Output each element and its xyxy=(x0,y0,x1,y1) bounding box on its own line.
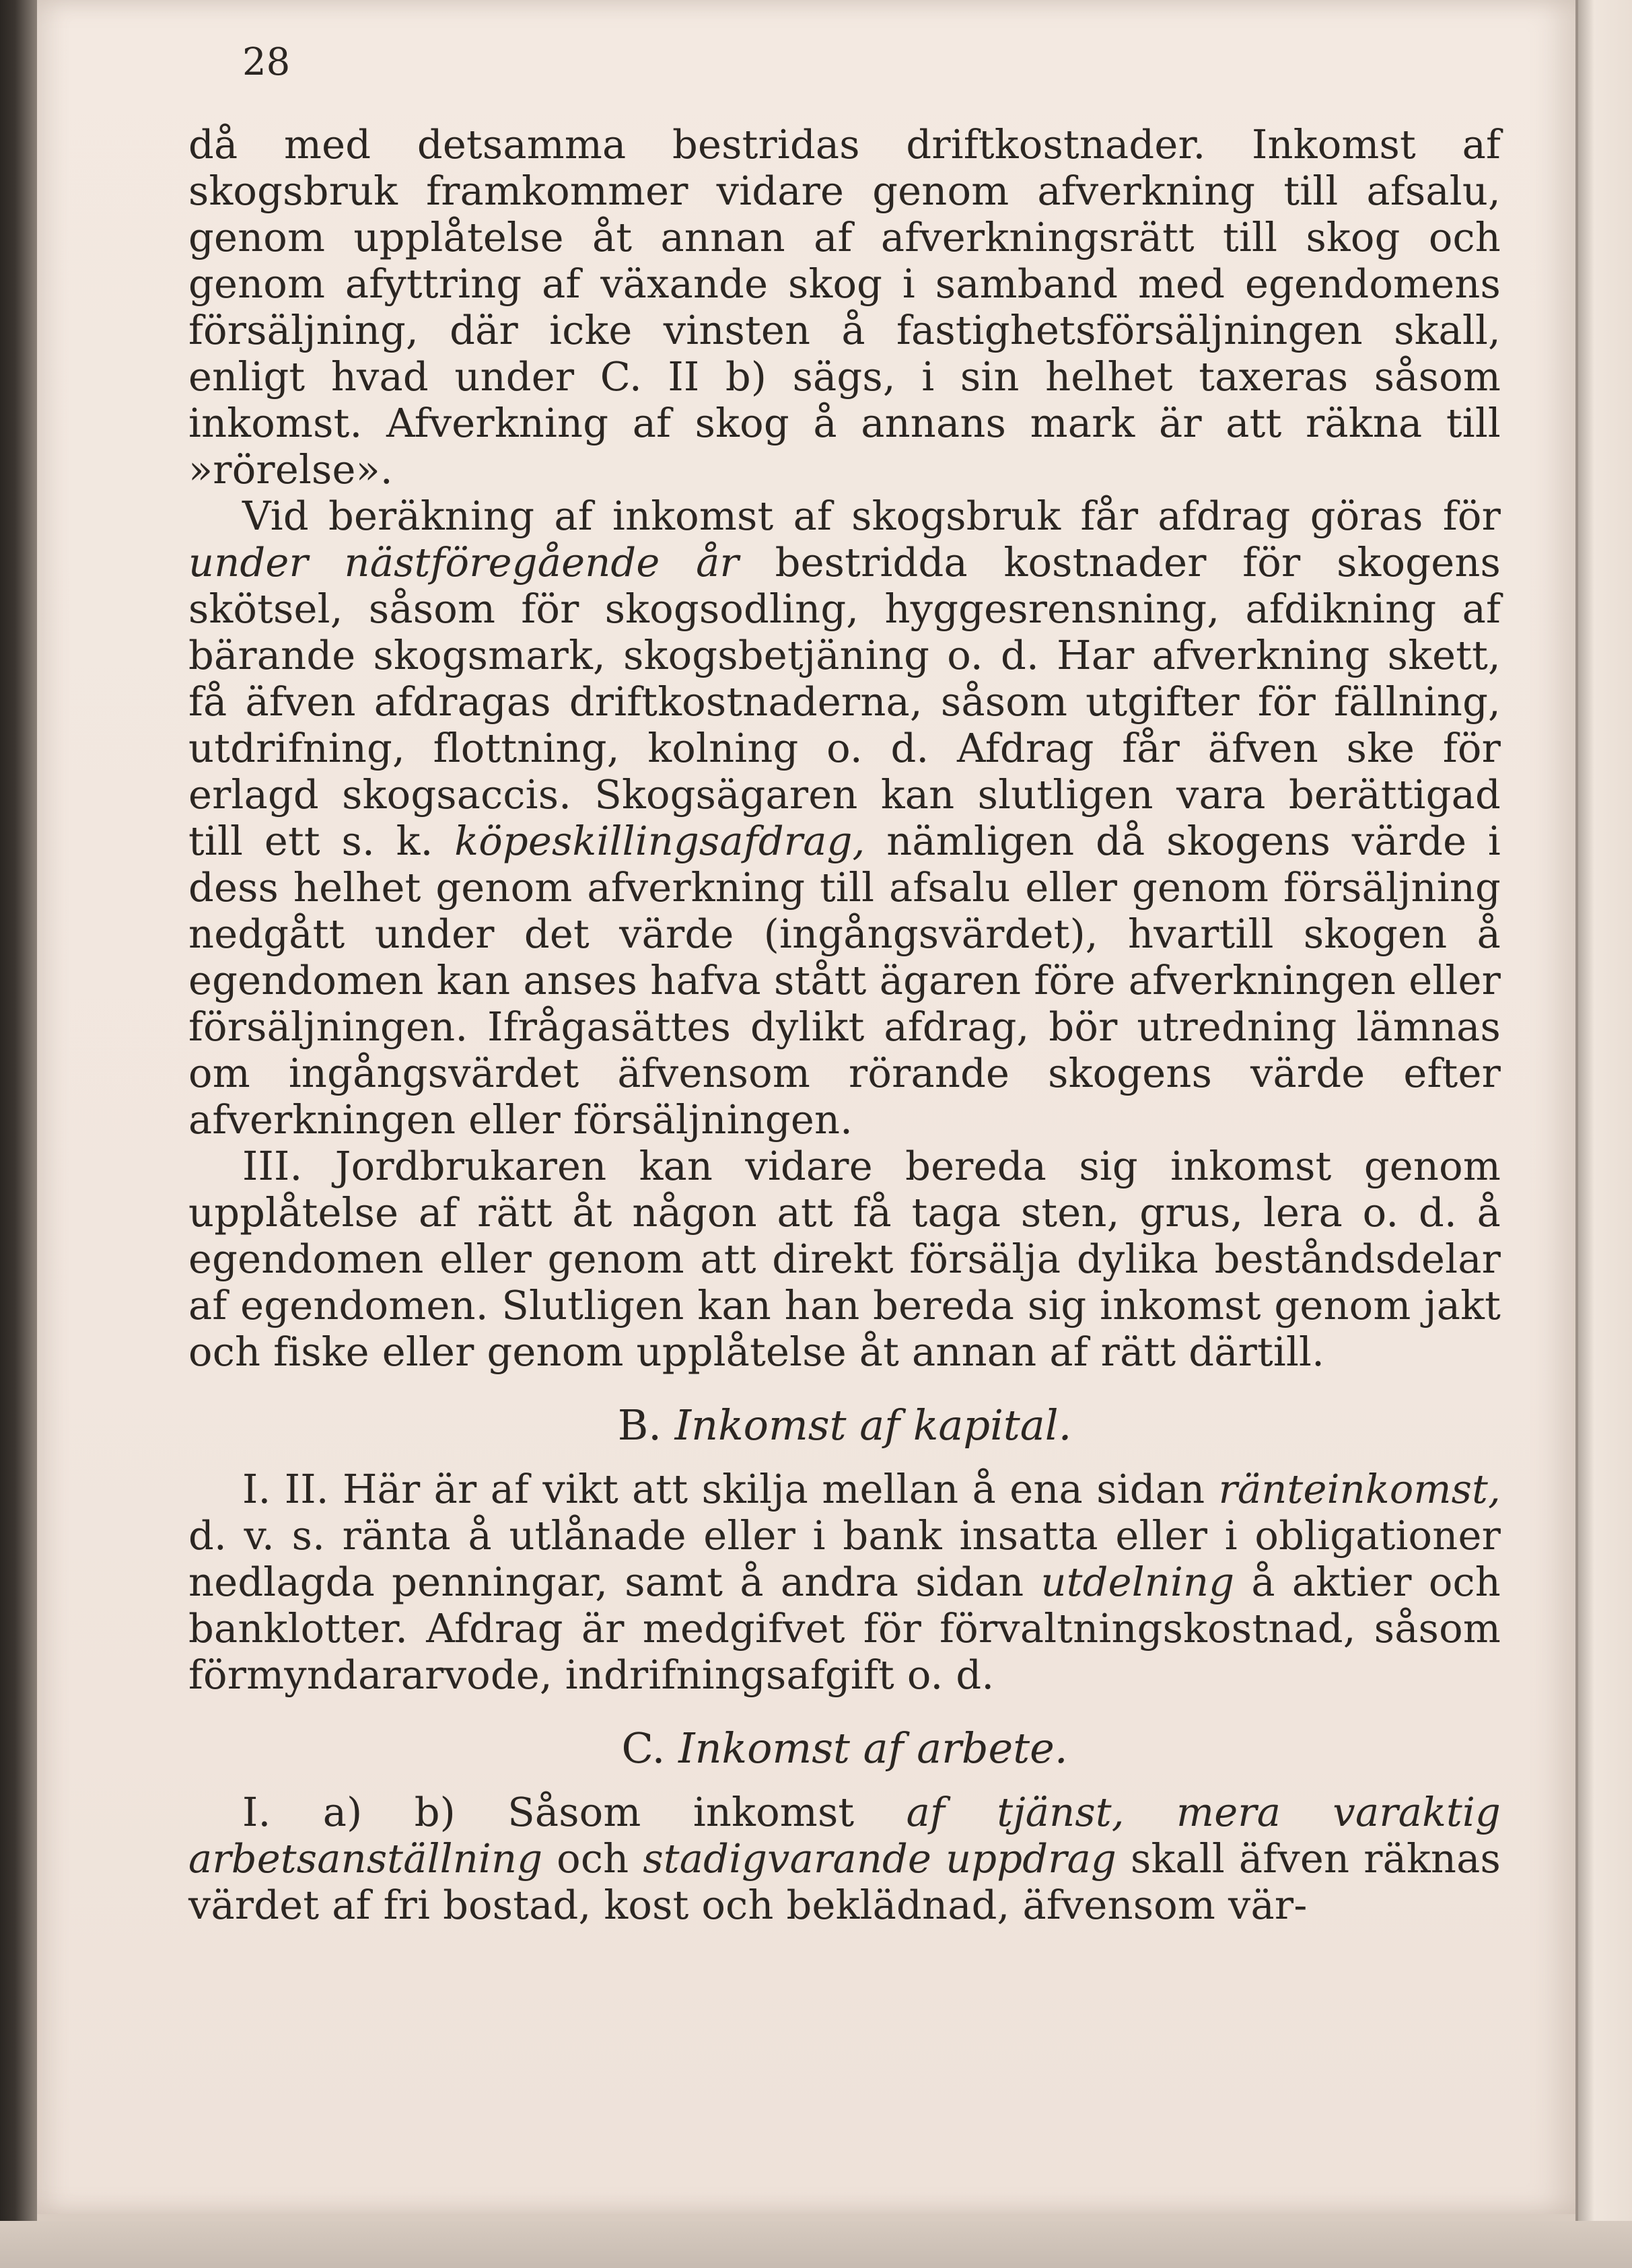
page-text xyxy=(188,40,1501,1928)
paragraph-forestry-income: då med detsamma bestridas driftkostnader. Inkomst af skogsbruk framkommer vidare genom afverkning till afsalu, genom upplåtelse åt annan af afverkningsrätt till skog och genom afyttring af växande skog i samband med egendomens försäljning, där icke vinsten å fastighetsförsäljningen skall, enligt hvad under C. II b) sägs, i sin helhet taxeras såsom inkomst. Afverkning af skog å annans mark är att räkna till »rörelse». xyxy=(188,121,1501,493)
book-spine xyxy=(0,0,37,2268)
paragraph-forestry-deductions: Vid beräkning af inkomst af skogsbruk får afdrag göras för under nästföregående år bestridda kostnader för skogens skötsel, såsom för skogsodling, hyggesrensning, afdikning af bärande skogsmark, skogsbetjäning o. d. Har afverkning skett, få äfven afdragas driftkostnaderna, såsom utgifter för fällning, utdrifning, flottning, kolning o. d. Afdrag får äfven ske för erlagd skogsaccis. Skogsägaren kan slutligen vara berättigad till ett s. k. köpeskillingsafdrag, nämligen då skogens värde i dess helhet genom afverkning till afsalu eller genom försäljning nedgått under det värde (ingångsvärdet), hvartill skogen å egendomen kan anses hafva stått ägaren före afverkningen eller försäljningen. Ifrågasättes dylikt afdrag, bör utredning lämnas om ingångsvärdet äfvensom rörande skogens värde efter afverkningen eller försäljningen. xyxy=(188,493,1501,1143)
section-heading-capital: B. Inkomst af kapital. xyxy=(617,1401,1072,1450)
paragraph-capital-income: I. II. Här är af vikt att skilja mellan å ena sidan ränteinkomst, d. v. s. ränta å utlånade eller i bank insatta eller i obligationer nedlagda penningar, samt å andra sidan utdelning å aktier och banklotter. Afdrag är medgifvet för förvaltningskostnad, såsom förmyndararvode, indrifningsafgift o. d. xyxy=(188,1466,1501,1698)
paragraph-other-income: III. Jordbrukaren kan vidare bereda sig inkomst genom upplåtelse af rätt åt någon att få taga sten, grus, lera o. d. å egendomen eller genom att direkt försälja dylika beståndsdelar af egendomen. Slutligen kan han bereda sig inkomst genom jakt och fiske eller genom upplåtelse åt annan af rätt därtill. xyxy=(188,1143,1501,1375)
page-number: 28 xyxy=(242,40,291,84)
page-bottom-edge xyxy=(0,2221,1632,2268)
section-heading-work: C. Inkomst af arbete. xyxy=(621,1724,1068,1773)
next-page-edge xyxy=(1575,0,1632,2268)
paragraph-work-income: I. a) b) Såsom inkomst af tjänst, mera varaktig arbetsanställning och stadigvarande uppdrag skall äfven räknas värdet af fri bostad, kost och beklädnad, äfvensom vär- xyxy=(188,1789,1501,1928)
